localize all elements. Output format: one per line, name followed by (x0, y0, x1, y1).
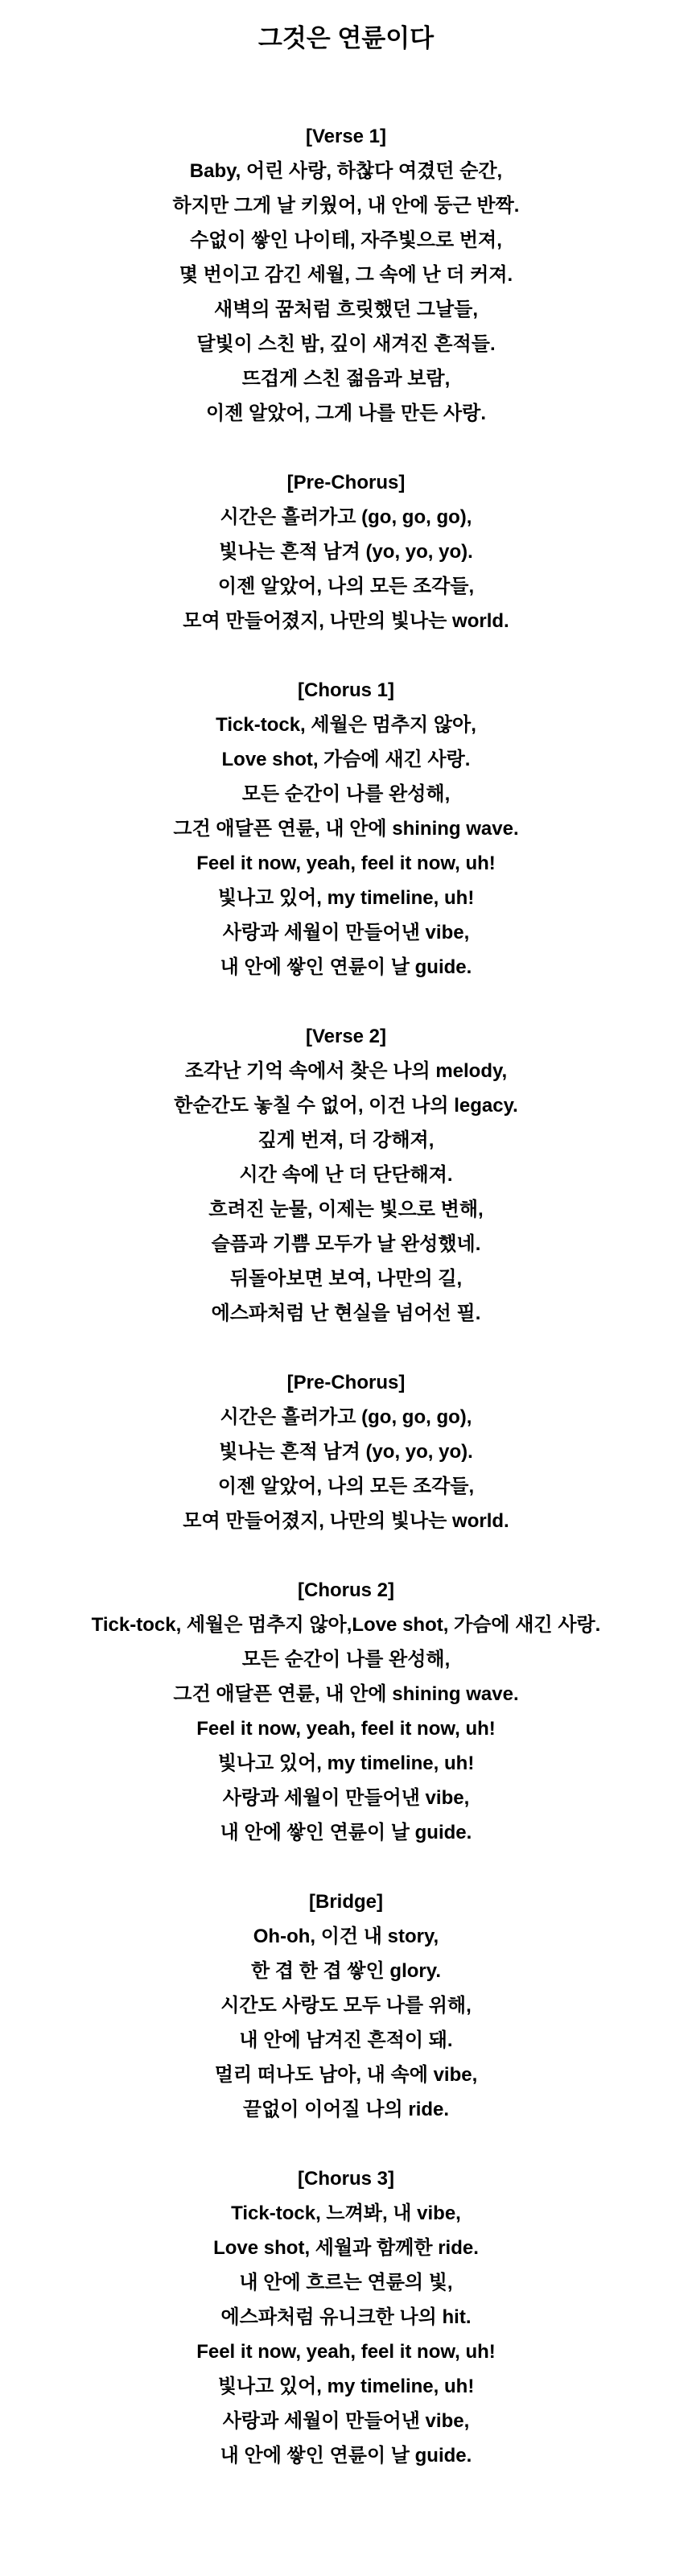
lyric-line: 뜨겁게 스친 젊음과 보람, (241, 368, 451, 390)
lyrics-section (0, 1365, 692, 1538)
page-title: 그것은 연륜이다 (257, 24, 435, 52)
section-label: [Pre-Chorus] (286, 1372, 406, 1393)
lyric-line: 슬픔과 기쁨 모두가 날 완성했네. (211, 1233, 481, 1255)
lyric-line: 그건 애달픈 연륜, 내 안에 shining wave. (173, 818, 519, 840)
lyric-line: 내 안에 흐르는 연륜의 빛, (239, 2272, 453, 2293)
lyrics-section (0, 119, 692, 431)
lyric-line: Tick-tock, 세월은 멈추지 않아,Love shot, 가슴에 새긴 사랑. (91, 1614, 601, 1636)
lyric-line: 하지만 그게 날 키웠어, 내 안에 둥근 반짝. (172, 195, 520, 217)
lyric-line: Feel it now, yeah, feel it now, uh! (196, 852, 496, 874)
section-label: [Pre-Chorus] (286, 472, 406, 493)
lyric-line: 이젠 알았어, 그게 나를 만든 사랑. (205, 402, 487, 424)
lyric-line: 시간은 흘러가고 (go, go, go), (220, 506, 472, 528)
lyric-line: 수없이 쌓인 나이테, 자주빛으로 번져, (190, 229, 502, 251)
lyrics-section (0, 1885, 692, 2127)
lyric-line: 끝없이 이어질 나의 ride. (242, 2099, 450, 2120)
lyric-line: 뒤돌아보면 보여, 나만의 길, (229, 1268, 463, 1290)
lyric-line: 빛나는 흔적 남겨 (yo, yo, yo). (219, 541, 473, 563)
lyric-line: 그건 애달픈 연륜, 내 안에 shining wave. (173, 1683, 519, 1705)
lyric-line: 사랑과 세월이 만들어낸 vibe, (222, 922, 470, 943)
lyric-line: Love shot, 가슴에 새긴 사랑. (221, 749, 471, 770)
lyrics-section (0, 1019, 692, 1331)
lyric-line: 멀리 떠나도 남아, 내 속에 vibe, (214, 2064, 478, 2086)
section-label: [Chorus 3] (298, 2168, 394, 2190)
lyric-line: 에스파처럼 유니크한 나의 hit. (220, 2306, 472, 2328)
lyric-line: 모든 순간이 나를 완성해, (241, 1649, 451, 1670)
lyric-line: 달빛이 스친 밤, 깊이 새겨진 흔적들. (196, 333, 496, 355)
lyric-line: 내 안에 남겨진 흔적이 돼. (239, 2029, 453, 2051)
lyric-line: 빛나고 있어, my timeline, uh! (217, 887, 475, 909)
section-label: [Bridge] (309, 1891, 383, 1913)
section-label: [Verse 1] (305, 126, 387, 147)
lyrics-section (0, 465, 692, 638)
section-label: [Verse 2] (305, 1026, 387, 1047)
lyric-line: 모든 순간이 나를 완성해, (241, 783, 451, 805)
lyric-line: Feel it now, yeah, feel it now, uh! (196, 2341, 496, 2363)
lyric-line: 에스파처럼 난 현실을 넘어선 필. (211, 1302, 481, 1324)
lyrics-section (0, 673, 692, 985)
lyric-line: 사랑과 세월이 만들어낸 vibe, (222, 2410, 470, 2432)
lyric-line: 조각난 기억 속에서 찾은 나의 melody, (184, 1060, 508, 1082)
lyric-line: 빛나고 있어, my timeline, uh! (217, 1752, 475, 1774)
lyric-line: 내 안에 쌓인 연륜이 날 guide. (220, 956, 472, 978)
lyrics-section (0, 2161, 692, 2473)
lyric-line: 한 겹 한 겹 쌓인 glory. (250, 1960, 441, 1982)
lyric-line: 내 안에 쌓인 연륜이 날 guide. (220, 1822, 472, 1843)
lyric-line: 이젠 알았어, 나의 모든 조각들, (217, 1476, 475, 1497)
lyric-line: 시간 속에 난 더 단단해져. (239, 1164, 453, 1186)
lyric-line: 한순간도 놓칠 수 없어, 이건 나의 legacy. (174, 1095, 518, 1117)
lyrics-container (0, 119, 692, 2473)
lyric-line: Tick-tock, 느껴봐, 내 vibe, (231, 2202, 461, 2224)
lyric-line: 빛나는 흔적 남겨 (yo, yo, yo). (219, 1441, 473, 1463)
lyric-line: Feel it now, yeah, feel it now, uh! (196, 1718, 496, 1740)
lyric-line: 사랑과 세월이 만들어낸 vibe, (222, 1787, 470, 1809)
lyric-line: 모여 만들어졌지, 나만의 빛나는 world. (183, 610, 509, 632)
lyric-line: 시간도 사랑도 모두 나를 위해, (220, 1995, 472, 2017)
lyric-line: 내 안에 쌓인 연륜이 날 guide. (220, 2445, 472, 2467)
lyric-line: Baby, 어린 사랑, 하찮다 여겼던 순간, (189, 160, 503, 182)
lyric-line: 깊게 번져, 더 강해져, (257, 1129, 435, 1151)
lyric-line: Oh-oh, 이건 내 story, (253, 1926, 439, 1947)
lyrics-section (0, 1573, 692, 1850)
lyric-line: 빛나고 있어, my timeline, uh! (217, 2376, 475, 2397)
lyric-line: 모여 만들어졌지, 나만의 빛나는 world. (183, 1510, 509, 1532)
section-label: [Chorus 1] (298, 679, 394, 701)
lyric-line: 이젠 알았어, 나의 모든 조각들, (217, 576, 475, 597)
lyric-line: 흐려진 눈물, 이제는 빛으로 변해, (208, 1199, 484, 1220)
lyric-line: Tick-tock, 세월은 멈추지 않아, (216, 714, 476, 736)
lyric-line: 시간은 흘러가고 (go, go, go), (220, 1406, 472, 1428)
section-label: [Chorus 2] (298, 1579, 394, 1601)
lyric-line: Love shot, 세월과 함께한 ride. (213, 2237, 479, 2259)
lyric-line: 몇 번이고 감긴 세월, 그 속에 난 더 커져. (179, 264, 513, 286)
lyric-line: 새벽의 꿈처럼 흐릿했던 그날들, (213, 299, 479, 320)
